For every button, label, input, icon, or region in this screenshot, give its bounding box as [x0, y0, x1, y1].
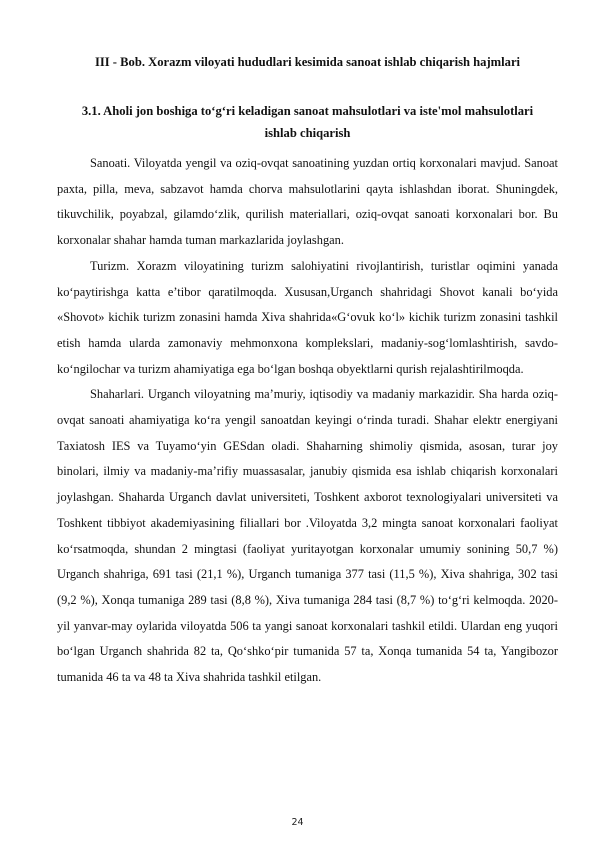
- chapter-title: III - Bob. Xorazm viloyati hududlari kesimida sanoat ishlab chiqarish hajmlari: [94, 55, 521, 69]
- paragraph-industry: Sanoati. Viloyatda yengil va oziq-ovqat sanoatining yuzdan ortiq korxonalari mavjud. Sanoat paxta, pilla, meva, sabzavot hamda chorva mahsulotlarini qayta ishlashdan iborat. Shuningdek, tikuvchilik, poyabzal, gilamdo‘zlik, qurilish materiallari, oziq-ovqat sanoati korxonalari bor. Bu korxonalar shahar hamda tuman markazlarida joylashgan.: [57, 156, 558, 248]
- paragraph-cities: Shaharlari. Urganch viloyatning ma’muriy, iqtisodiy va madaniy markazidir. Sha harda oziq-ovqat sanoati ahamiyatiga ko‘ra yengil sanoatdan keyingi o‘rinda turadi. Shahar elektr energiyani Taxiatosh IES va Tuyamo‘yin GESdan oladi. Shaharning shimoliy qismida, asosan, turar joy binolari, ilmiy va madaniy-ma’rifiy muassasalar, janubiy qismida esa ishlab chiqarish korxonalari joylashgan. Shaharda Urganch davlat universiteti, Toshkent axborot texnologiyalari universiteti va Toshkent tibbiyot akademiyasining filiallari bor .Viloyatda 3,2 mingta sanoat korxonalari faoliyat ko‘rsatmoqda, shundan 2 mingtasi (faoliyat yuritayotgan korxonalar umumiy sonining 50,7 %) Urganch shahriga, 691 tasi (21,1 %), Urganch tumaniga 377 tasi (11,5 %), Xiva shahriga, 302 tasi (9,2 %), Xonqa tumaniga 289 tasi (8,8 %), Xiva tumaniga 284 tasi (8,7 %) to‘g‘ri kelmoqda. 2020-yil yanvar-may oylarida viloyatda 506 ta yangi sanoat korxonalari tashkil etildi. Ulardan eng yuqori bo‘lgan Urganch shahrida 82 ta, Qo‘shko‘pir tumanida 57 ta, Xonqa tumanida 54 ta, Yangibozor tumanida 46 ta va 48 ta Xiva shahrida tashkil etilgan.: [57, 387, 558, 685]
- page-number: 24: [291, 817, 304, 828]
- section-title: 3.1. Aholi jon boshiga to‘g‘ri keladigan sanoat mahsulotlari va iste'mol mahsulotlari ishlab chiqarish: [81, 104, 534, 140]
- body-text: [57, 151, 558, 691]
- paragraph-tourism: Turizm. Xorazm viloyatining turizm salohiyatini rivojlantirish, turistlar oqimini yanada ko‘paytirishga katta e’tibor qaratilmoqda. Xususan,Urganch shahridagi Shovot kanali bo‘yida «Shovot» kichik turizm zonasini hamda Xiva shahrida«G‘ovuk ko‘l» kichik turizm zonasini tashkil etish hamda ularda zamonaviy mehmonxona komplekslari, madaniy-sog‘lomlashtirish, savdo-ko‘ngilochar va turizm ahamiyatiga ega bo‘lgan boshqa obyektlarni qurish rejalashtirilmoqda.: [57, 258, 558, 376]
